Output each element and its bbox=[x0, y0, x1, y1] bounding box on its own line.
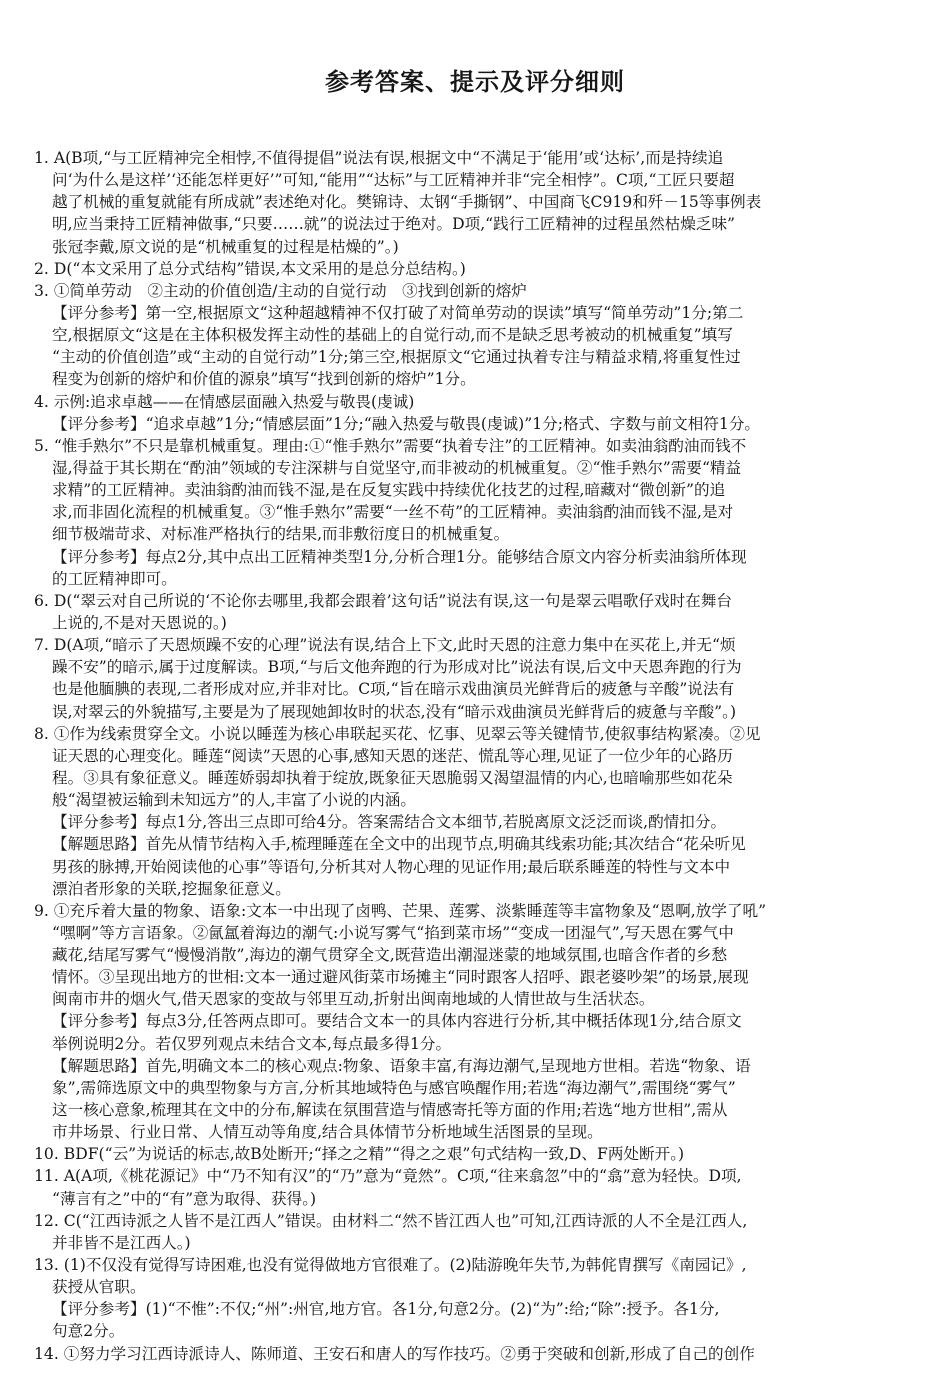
text-line: 明,应当秉持工匠精神做事,“只要……就”的说法过于绝对。D项,“践行工匠精神的过程虽然枯燥乏味” bbox=[52, 215, 736, 234]
text-line: 漂泊者形象的关联,挖掘象征意义。 bbox=[52, 879, 291, 898]
text-line: 5. “惟手熟尔”不只是靠机械重复。理由:①“惟手熟尔”需要“执着专注”的工匠精神。如卖油翁酌油而钱不 bbox=[34, 436, 747, 455]
text-line: 4. 示例:追求卓越——在情感层面融入热爱与敬畏(虔诚) bbox=[34, 392, 415, 411]
text-line: 躁不安”的暗示,属于过度解读。B项,“与后文他奔跑的行为形成对比”说法有误,后文中天恩奔跑的行为 bbox=[52, 658, 742, 677]
text-line: 【评分参考】每点2分,其中点出工匠精神类型1分,分析合理1分。能够结合原文内容分析卖油翁所体现 bbox=[52, 547, 747, 566]
text-line: 【解题思路】首先,明确文本二的核心观点:物象、语象丰富,有海边潮气,呈现地方世相。若选“物象、语 bbox=[52, 1056, 751, 1075]
text-line: 举例说明2分。若仅罗列观点未结合文本,每点最多得1分。 bbox=[52, 1034, 452, 1053]
text-line: 句意2分。 bbox=[52, 1322, 125, 1341]
text-line: 的工匠精神即可。 bbox=[52, 569, 177, 588]
text-line: 3. ①简单劳动 ②主动的价值创造/主动的自觉行动 ③找到创新的熔炉 bbox=[34, 281, 527, 300]
text-line: 情怀。③呈现出地方的世相:文本一通过避风街菜市场摊主“同时跟客人招呼、跟老婆吵架”的场景,展现 bbox=[52, 968, 749, 987]
text-line: 湿,得益于其长期在“酌油”领域的专注深耕与自觉坚守,而非被动的机械重复。②“惟手熟尔”需要“精益 bbox=[52, 458, 742, 477]
text-line: 11. A(A项,《桃花源记》中“乃不知有汉”的“乃”意为“竟然”。C项,“往来翕忽”中的“翕”意为轻快。D项, bbox=[34, 1167, 742, 1186]
text-line: 也是他腼腆的表现,二者形成对应,并非对比。C项,“旨在暗示戏曲演员光鲜背后的疲惫与辛酸”说法有 bbox=[52, 680, 735, 699]
text-line: 程变为创新的熔炉和价值的源泉”填写“找到创新的熔炉”1分。 bbox=[52, 370, 476, 389]
text-line: 细节极端苛求、对标准严格执行的结果,而非敷衍度日的机械重复。 bbox=[52, 525, 510, 544]
text-line: 张冠李戴,原文说的是“机械重复的过程是枯燥的”。) bbox=[52, 237, 399, 256]
text-line: 10. BDF(“云”为说话的标志,故B处断开;“择之之精”“得之之艰”句式结构一致,D、F两处断开。) bbox=[34, 1145, 685, 1164]
text-line: “主动的价值创造”或“主动的自觉行动”1分;第三空,根据原文“它通过执着专注与精益求精,将重复性过 bbox=[52, 348, 741, 367]
text-line: 12. C(“江西诗派之人皆不是江西人”错误。由材料二“然不皆江西人也”可知,江西诗派的人不全是江西人, bbox=[34, 1211, 748, 1230]
text-line: 9. ①充斥着大量的物象、语象:文本一中出现了卤鸭、芒果、莲雾、淡紫睡莲等丰富物象及“恩啊,放学了吼” bbox=[34, 901, 767, 920]
text-line: 问‘为什么是这样’‘还能怎样更好’”可知,“能用”“达标”与工匠精神并非“完全相悖”。C项,“工匠只要超 bbox=[52, 171, 735, 190]
text-line: 13. (1)不仅没有觉得写诗困难,也没有觉得做地方官很难了。(2)陆游晚年失节,为韩侂胄撰写《南园记》, bbox=[34, 1256, 747, 1275]
text-line: 【评分参考】第一空,根据原文“这种超越精神不仅打破了对简单劳动的误读”填写“简单劳动”1分;第二 bbox=[52, 303, 744, 322]
text-line: 【评分参考】每点1分,答出三点即可给4分。答案需结合文本细节,若脱离原文泛泛而谈,酌情扣分。 bbox=[52, 813, 727, 832]
answer-content bbox=[34, 147, 916, 1365]
text-line: 藏花,结尾写雾气“慢慢消散”,海边的潮气贯穿全文,既营造出潮湿迷蒙的地域氛围,也暗含作者的乡愁 bbox=[52, 946, 728, 965]
text-line: 【评分参考】每点3分,任答两点即可。要结合文本一的具体内容进行分析,其中概括体现1分,结合原文 bbox=[52, 1012, 742, 1031]
text-line: 市井场景、行业日常、人情互动等角度,结合具体情节分析地域生活图景的呈现。 bbox=[52, 1123, 603, 1142]
text-line: 误,对翠云的外貌描写,主要是为了展现她卸妆时的状态,没有“暗示戏曲演员光鲜背后的疲惫与辛酸”。) bbox=[52, 702, 737, 721]
text-line: 14. ①努力学习江西诗派诗人、陈师道、王安石和唐人的写作技巧。②勇于突破和创新,形成了自己的创作 bbox=[34, 1344, 755, 1363]
text-line: 空,根据原文“这是在主体积极发挥主动性的基础上的自觉行动,而不是缺乏思考被动的机械重复”填写 bbox=[52, 326, 733, 345]
text-line: 获授从官职。 bbox=[52, 1278, 146, 1297]
page-title: 参考答案、提示及评分细则 bbox=[325, 68, 625, 96]
text-line: 8. ①作为线索贯穿全文。小说以睡莲为核心串联起买花、忆事、见翠云等关键情节,使叙事结构紧凑。②见 bbox=[34, 724, 761, 743]
text-line: 求精”的工匠精神。卖油翁酌油而钱不湿,是在反复实践中持续优化技艺的过程,暗藏对“微创新”的追 bbox=[52, 481, 726, 500]
text-line: 程。③具有象征意义。睡莲娇弱却执着于绽放,既象征天恩脆弱又渴望温情的内心,也暗喻那些如花朵 bbox=[52, 768, 733, 787]
text-line: 闽南市井的烟火气,借天恩家的变故与邻里互动,折射出闽南地域的人情世故与生活状态。 bbox=[52, 990, 655, 1009]
text-line: 【评分参考】“追求卓越”1分;“情感层面”1分;“融入热爱与敬畏(虔诚)”1分;格式、字数与前文相符1分。 bbox=[52, 414, 761, 433]
text-line: 上说的,不是对天恩说的。) bbox=[52, 613, 227, 632]
text-line: 这一核心意象,梳理其在文中的分布,解读在氛围营造与情感寄托等方面的作用;若选“地方世相”,需从 bbox=[52, 1101, 728, 1120]
text-line: 求,而非固化流程的机械重复。③“惟手熟尔”需要“一丝不苟”的工匠精神。卖油翁酌油而钱不湿,是对 bbox=[52, 503, 734, 522]
text-line: 【评分参考】(1)“不惟”:不仅;“州”:州官,地方官。各1分,句意2分。(2)“为”:给;“除”:授予。各1分, bbox=[52, 1300, 720, 1319]
text-line: “嘿啊”等方言语象。②氤氲着海边的潮气:小说写雾气“掐到菜市场”“变成一团湿气”,写天恩在雾气中 bbox=[52, 923, 734, 942]
text-line: 6. D(“翠云对自己所说的‘不论你去哪里,我都会跟着’这句话”说法有误,这一句是翠云唱歌仔戏时在舞台 bbox=[34, 591, 732, 610]
text-line: “薄言有之”中的“有”意为取得、获得。) bbox=[52, 1189, 317, 1208]
text-line: 越了机械的重复就能有所成就”表述绝对化。樊锦诗、太钢“手撕钢”、中国商飞C919和歼－15等事例表 bbox=[52, 193, 762, 212]
text-line: 1. A(B项,“与工匠精神完全相悖,不值得提倡”说法有误,根据文中“不满足于‘能用’或‘达标’,而是持续追 bbox=[34, 149, 724, 167]
text-line: 【解题思路】首先从情节结构入手,梳理睡莲在全文中的出现节点,明确其线索功能;其次结合“花朵听见 bbox=[52, 835, 746, 854]
text-line: 7. D(A项,“暗示了天恩烦躁不安的心理”说法有误,结合上下文,此时天恩的注意力集中在买花上,并无“烦 bbox=[34, 636, 736, 655]
text-line: 般“渴望被运输到未知远方”的人,丰富了小说的内涵。 bbox=[52, 791, 416, 810]
text-line: 象”,需筛选原文中的典型物象与方言,分析其地域特色与感官唤醒作用;若选“海边潮气”,需围绕“雾气” bbox=[52, 1078, 736, 1097]
text-line: 证天恩的心理变化。睡莲“阅读”天恩的心事,感知天恩的迷茫、慌乱等心理,见证了一位少年的心路历 bbox=[52, 746, 733, 765]
text-line: 并非皆不是江西人。) bbox=[52, 1233, 191, 1252]
text-line: 男孩的脉搏,开始阅读他的心事”等语句,分析其对人物心理的见证作用;最后联系睡莲的特性与文本中 bbox=[52, 857, 731, 876]
text-line: 2. D(“本文采用了总分式结构”错误,本文采用的是总分总结构。) bbox=[34, 259, 466, 278]
